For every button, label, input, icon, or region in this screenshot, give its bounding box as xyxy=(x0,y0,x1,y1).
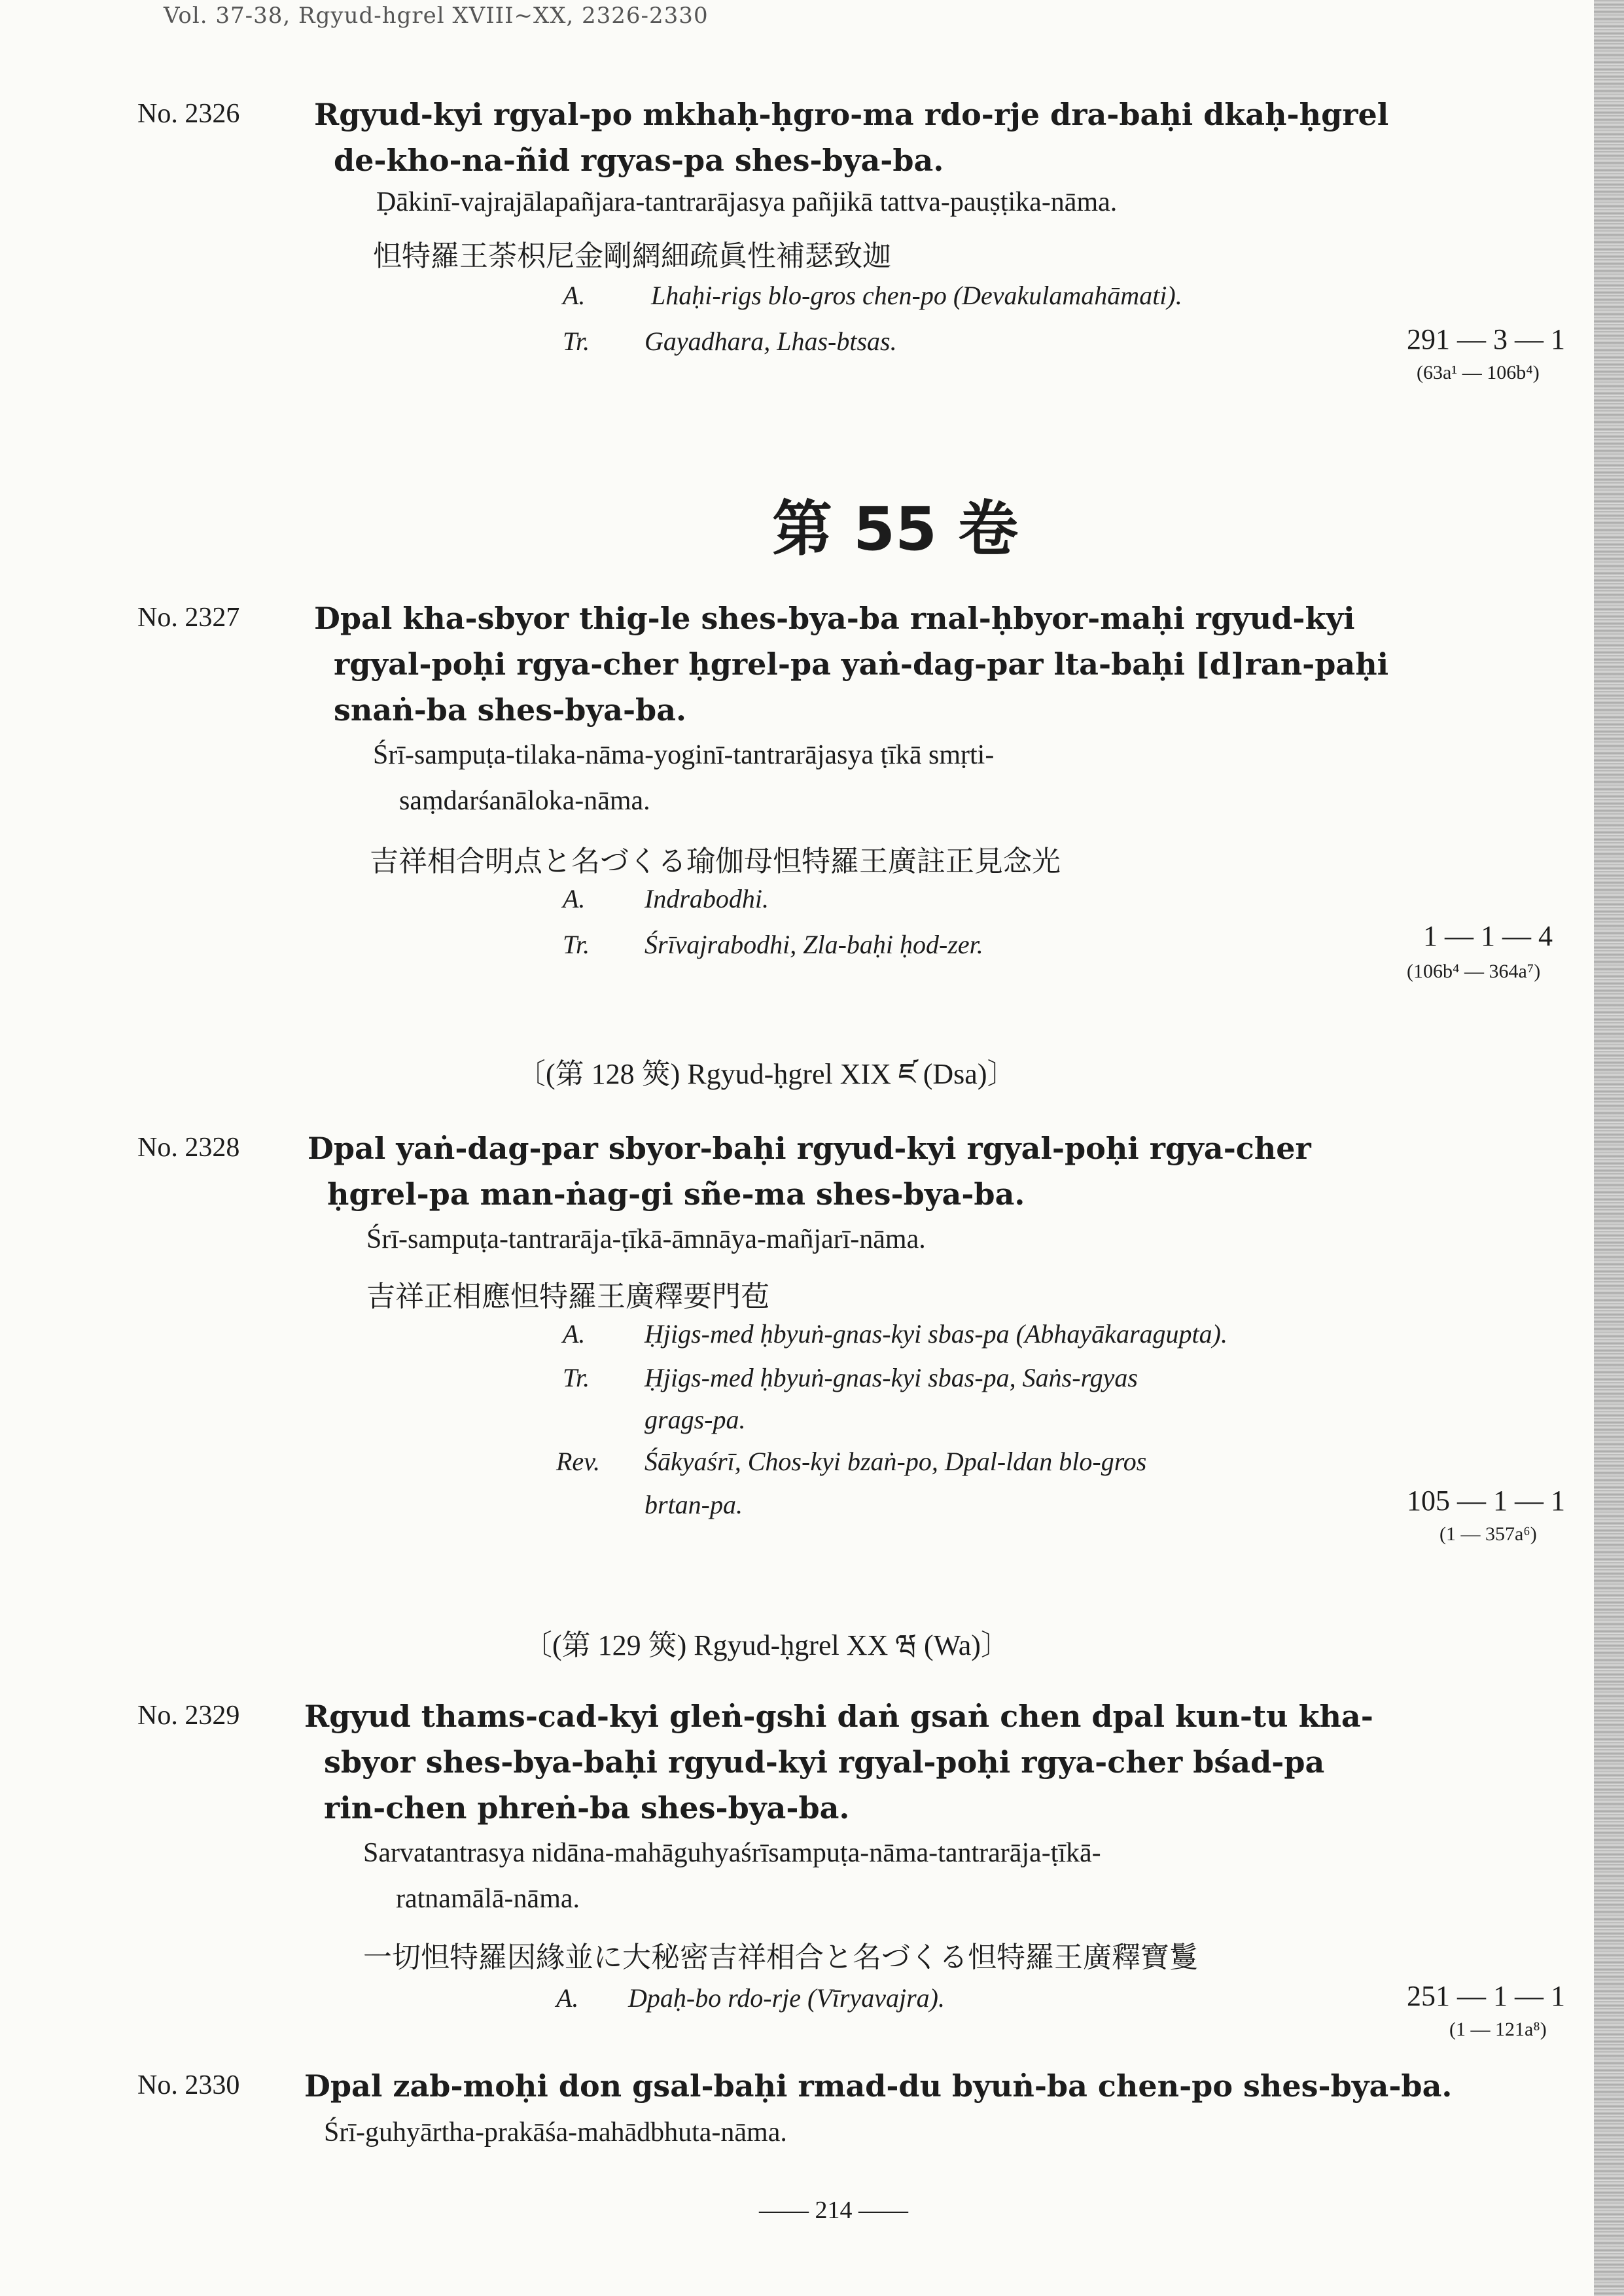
entry-2328-chinese: 吉祥正相應怛特羅王廣釋要門苞 xyxy=(366,1280,769,1313)
tibetan-line: Dpal zab-moḥi don gsal-baḥi rmad-du byuṅ-ba chen-po shes-bya-ba. xyxy=(304,2068,1453,2104)
translator-label: Tr. xyxy=(563,1363,590,1392)
tibetan-line: sbyor shes-bya-baḥi rgyud-kyi rgyal-poḥi rgya-cher bśad-pa xyxy=(324,1744,1325,1780)
entry-2327-translator: Śrīvajrabodhi, Zla-baḥi ḥod-zer. xyxy=(644,930,983,959)
entry-2328-folio: (1 — 357a⁶) xyxy=(1439,1523,1537,1545)
entry-2326-tibetan-title xyxy=(314,92,1466,183)
entry-2329-tibetan-title xyxy=(304,1693,1456,1831)
author-label: A. xyxy=(563,884,586,913)
entry-2329-location: 251 — 1 — 1 xyxy=(1407,1980,1565,2012)
tibetan-line: ḥgrel-pa man-ṅag-gi sñe-ma shes-bya-ba. xyxy=(327,1176,1025,1212)
entry-number-2330: No. 2330 xyxy=(137,2070,240,2100)
translator-label: Tr. xyxy=(563,327,590,356)
entry-2327-sanskrit-cont: saṃdarśanāloka-nāma. xyxy=(399,786,650,816)
entry-2327-chinese: 吉祥相合明点と名づくる瑜伽母怛特羅王廣註正見念光 xyxy=(370,845,1061,878)
translator-label: Tr. xyxy=(563,930,590,959)
entry-2330-sanskrit: Śrī-guhyārtha-prakāśa-mahādbhuta-nāma. xyxy=(324,2117,787,2147)
section-heading-129: 〔(第 129 筴) Rgyud-ḥgrel XX ཝ (Wa)〕 xyxy=(523,1629,1010,1661)
tibetan-line: Rgyud-kyi rgyal-po mkhaḥ-ḥgro-ma rdo-rje dra-baḥi dkaḥ-ḥgrel xyxy=(314,97,1389,132)
entry-2327-folio: (106b⁴ — 364a⁷) xyxy=(1407,961,1541,982)
tibetan-line: Rgyud thams-cad-kyi gleṅ-gshi daṅ gsaṅ chen dpal kun-tu kha- xyxy=(304,1699,1373,1734)
entry-2327-author: Indrabodhi. xyxy=(644,884,769,913)
entry-2328-translator-cont: grags-pa. xyxy=(644,1405,746,1434)
tibetan-line: de-kho-na-ñid rgyas-pa shes-bya-ba. xyxy=(334,143,944,178)
tibetan-line: Dpal yaṅ-dag-par sbyor-baḥi rgyud-kyi rgyal-poḥi rgya-cher xyxy=(308,1131,1311,1166)
entry-2328-author: Ḥjigs-med ḥbyuṅ-gnas-kyi sbas-pa (Abhayākaragupta). xyxy=(644,1319,1227,1349)
scanned-page-edge xyxy=(1594,0,1624,2296)
entry-2328-location: 105 — 1 — 1 xyxy=(1407,1485,1565,1517)
entry-2328-sanskrit: Śrī-sampuṭa-tantrarāja-ṭīkā-āmnāya-mañjarī-nāma. xyxy=(366,1224,926,1254)
entry-2328-tibetan-title xyxy=(308,1125,1459,1217)
entry-2328-translator: Ḥjigs-med ḥbyuṅ-gnas-kyi sbas-pa, Saṅs-rgyas xyxy=(644,1363,1138,1392)
entry-2327-tibetan-title xyxy=(314,595,1466,733)
entry-number-2329: No. 2329 xyxy=(137,1701,240,1731)
entry-number-2328: No. 2328 xyxy=(137,1133,240,1163)
reviser-label: Rev. xyxy=(556,1447,600,1476)
page-number: —— 214 —— xyxy=(759,2197,908,2224)
entry-2326-author: Lhaḥi-rigs blo-gros chen-po (Devakulamahāmati). xyxy=(651,281,1182,310)
entry-2326-folio: (63a¹ — 106b⁴) xyxy=(1417,362,1540,383)
running-head: Vol. 37-38, Rgyud-hgrel XVIII~XX, 2326-2330 xyxy=(164,3,709,29)
author-label: A. xyxy=(563,1319,586,1349)
entry-2329-chinese: 一切怛特羅因緣並に大秘密吉祥相合と名づくる怛特羅王廣釋寶鬘 xyxy=(363,1941,1198,1974)
entry-2330-tibetan-title xyxy=(304,2063,1456,2109)
entry-2326-location: 291 — 3 — 1 xyxy=(1407,323,1565,355)
entry-2329-folio: (1 — 121a⁸) xyxy=(1449,2019,1547,2040)
tibetan-line: rin-chen phreṅ-ba shes-bya-ba. xyxy=(324,1790,850,1826)
entry-number-2327: No. 2327 xyxy=(137,603,240,633)
entry-2326-translator: Gayadhara, Lhas-btsas. xyxy=(644,327,897,356)
entry-2327-location: 1 — 1 — 4 xyxy=(1423,920,1553,952)
entry-2326-chinese: 怛特羅王荼枳尼金剛網細疏眞性補瑟致迦 xyxy=(373,239,891,273)
entry-2329-sanskrit-cont: ratnamālā-nāma. xyxy=(396,1884,580,1914)
entry-2329-author: Dpaḥ-bo rdo-rje (Vīryavajra). xyxy=(628,1983,945,2013)
entry-2328-reviser-cont: brtan-pa. xyxy=(644,1490,743,1519)
entry-2326-sanskrit: Ḍākinī-vajrajālapañjara-tantrarājasya pañjikā tattva-pauṣṭika-nāma. xyxy=(376,187,1118,217)
entry-2328-reviser: Śākyaśrī, Chos-kyi bzaṅ-po, Dpal-ldan blo-gros xyxy=(644,1447,1147,1476)
entry-2329-sanskrit: Sarvatantrasya nidāna-mahāguhyaśrīsampuṭa-nāma-tantrarāja-ṭīkā- xyxy=(363,1838,1101,1868)
entry-number-2326: No. 2326 xyxy=(137,99,240,129)
author-label: A. xyxy=(563,281,586,310)
section-heading-128: 〔(第 128 筴) Rgyud-ḥgrel XIX ཛ (Dsa)〕 xyxy=(517,1058,1016,1090)
tibetan-line: rgyal-poḥi rgya-cher ḥgrel-pa yaṅ-dag-par lta-baḥi [d]ran-paḥi xyxy=(334,646,1389,682)
entry-2327-sanskrit: Śrī-sampuṭa-tilaka-nāma-yoginī-tantrarājasya ṭīkā smṛti- xyxy=(373,740,995,770)
tibetan-line: snaṅ-ba shes-bya-ba. xyxy=(334,692,687,728)
author-label: A. xyxy=(556,1983,579,2013)
volume-heading: 第 55 卷 xyxy=(772,494,1019,564)
tibetan-line: Dpal kha-sbyor thig-le shes-bya-ba rnal-ḥbyor-maḥi rgyud-kyi xyxy=(314,601,1355,636)
